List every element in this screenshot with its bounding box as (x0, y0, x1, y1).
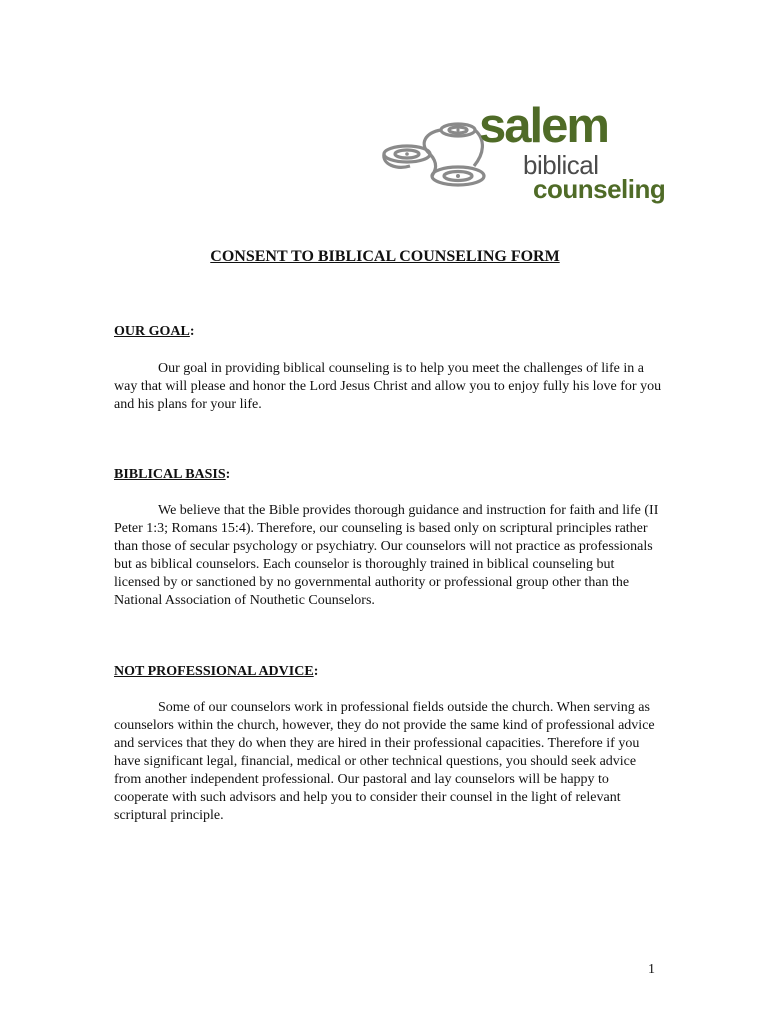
page-number: 1 (648, 962, 655, 977)
section-paragraph-not-professional-advice: Some of our counselors work in professional fields outside the church. When serving as counselors within the church, however, they do not provide the same kind of professional advice and services that they do when they are hired in their professional capacities. Therefore if you have significant legal, financial, medical or other technical questions, you should seek advice from another independent professional. Our pastoral and lay counselors will be happy to cooperate with such advisors and help you to consider their counsel in the light of relevant scriptural principle. (114, 700, 655, 823)
form-title: CONSENT TO BIBLICAL COUNSELING FORM (210, 248, 560, 265)
section-heading-biblical-basis: BIBLICAL BASIS: (114, 467, 231, 482)
section-heading-our-goal: OUR GOAL: (114, 324, 195, 339)
salem-logo (378, 99, 666, 210)
logo-text-biblical: biblical (523, 150, 599, 180)
section-paragraph-our-goal: Our goal in providing biblical counseling is to help you meet the challenges of life in a way that will please and honor the Lord Jesus Christ and allow you to enjoy fully his love for you and his plans for your life. (114, 361, 662, 412)
logo-text-salem: salem (479, 99, 608, 153)
section-paragraph-biblical-basis: We believe that the Bible provides thorough guidance and instruction for faith and life (II Peter 1:3; Romans 15:4). Therefore, our counseling is based only on scriptural principles rather than those of secular psychology or psychiatry. Our counselors will not practice as professionals but as biblical counselors. Each counselor is thoroughly trained in biblical counseling but licensed by or sanctioned by no governmental authority or professional group other than the National Association of Nouthetic Counselors. (114, 503, 659, 608)
logo-swirl-icon (378, 110, 488, 210)
section-heading-not-professional-advice: NOT PROFESSIONAL ADVICE: (114, 664, 319, 679)
logo-text-counseling: counseling (533, 174, 666, 204)
